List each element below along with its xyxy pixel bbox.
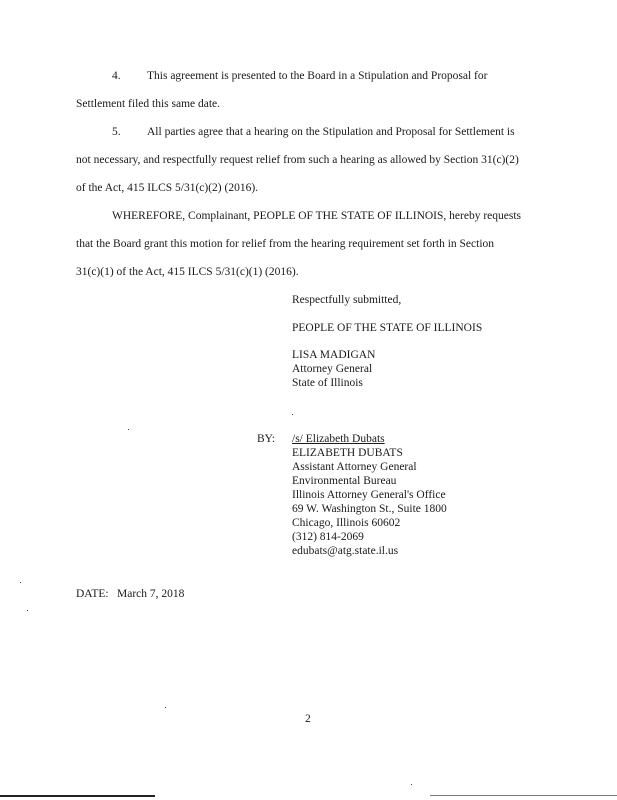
scan-speck — [27, 610, 28, 611]
signer-address-line-1: 69 W. Washington St., Suite 1800 — [292, 503, 447, 515]
wherefore-line-1: WHEREFORE, Complainant, PEOPLE OF THE STATE OF ILLINOIS, hereby requests — [112, 210, 521, 222]
scan-edge-line — [430, 795, 617, 796]
signer-phone: (312) 814-2069 — [292, 531, 364, 543]
scan-speck — [128, 429, 129, 430]
signer-email: edubats@atg.state.il.us — [292, 545, 399, 557]
attorney-general-name: LISA MADIGAN — [292, 349, 376, 361]
signer-name: ELIZABETH DUBATS — [292, 447, 403, 459]
scan-speck — [165, 707, 166, 708]
scan-speck — [292, 414, 293, 415]
wherefore-line-3: 31(c)(1) of the Act, 415 ILCS 5/31(c)(1) (2016). — [76, 266, 299, 278]
paragraph-5-line-2: not necessary, and respectfully request relief from such a hearing as allowed by Section 31(c)(2) — [76, 154, 519, 166]
signer-office: Illinois Attorney General's Office — [292, 489, 446, 501]
respectfully-submitted: Respectfully submitted, — [292, 294, 402, 306]
signer-address-line-2: Chicago, Illinois 60602 — [292, 517, 401, 529]
paragraph-4-line-1: This agreement is presented to the Board in a Stipulation and Proposal for — [147, 70, 488, 82]
paragraph-5-number: 5. — [112, 126, 121, 138]
signer-title: Assistant Attorney General — [292, 461, 417, 473]
electronic-signature: /s/ Elizabeth Dubats — [292, 433, 385, 445]
date-value: March 7, 2018 — [117, 588, 185, 600]
paragraph-4-number: 4. — [112, 70, 121, 82]
party-name: PEOPLE OF THE STATE OF ILLINOIS — [292, 322, 483, 334]
scan-speck — [411, 784, 412, 785]
attorney-general-state: State of Illinois — [292, 377, 363, 389]
signer-bureau: Environmental Bureau — [292, 475, 397, 487]
by-label: BY: — [257, 433, 276, 445]
attorney-general-title: Attorney General — [292, 363, 373, 375]
paragraph-5-line-3: of the Act, 415 ILCS 5/31(c)(2) (2016). — [76, 182, 259, 194]
date-label: DATE: — [76, 588, 109, 600]
scan-edge-line — [0, 795, 155, 797]
wherefore-line-2: that the Board grant this motion for relief from the hearing requirement set forth in Section — [76, 238, 495, 250]
paragraph-4-line-2: Settlement filed this same date. — [76, 98, 221, 110]
scan-speck — [20, 582, 21, 583]
page-number: 2 — [305, 713, 311, 725]
paragraph-5-line-1: All parties agree that a hearing on the Stipulation and Proposal for Settlement is — [147, 126, 515, 138]
